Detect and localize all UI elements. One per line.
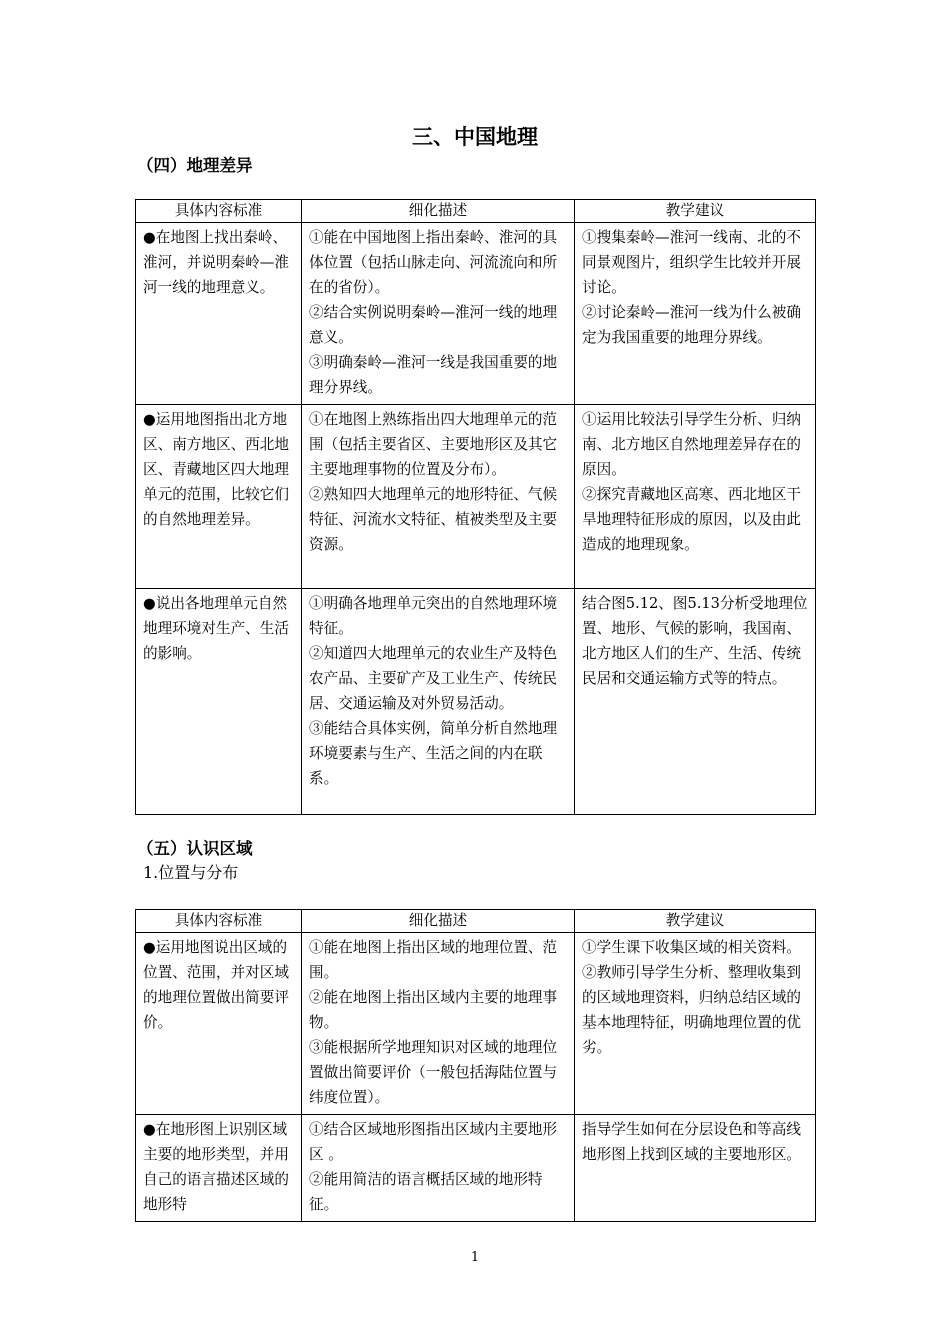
detail-item: ①能在中国地图上指出秦岭、淮河的具体位置（包括山脉走向、河流流向和所在的省份）。	[309, 229, 558, 296]
header-suggestions: 教学建议	[575, 910, 816, 933]
detail-item: ①在地图上熟练指出四大地理单元的范围（包括主要省区、主要地形区及其它主要地理事物的位置及分布）。	[309, 411, 558, 478]
detail-item: ①能在地图上指出区域的地理位置、范围。	[309, 939, 558, 981]
header-details: 细化描述	[302, 910, 575, 933]
standard-cell	[136, 589, 302, 815]
table-header-row	[136, 910, 816, 933]
suggestion-item: ②探究青藏地区高寒、西北地区干旱地理特征形成的原因，以及由此造成的地理现象。	[582, 486, 801, 553]
detail-item: ②能在地图上指出区域内主要的地理事物。	[309, 989, 558, 1031]
suggestion-item: ②教师引导学生分析、整理收集到的区域地理资料，归纳总结区域的基本地理特征，明确地理位置的优劣。	[582, 964, 801, 1056]
page-number: 1	[470, 1250, 480, 1265]
table-row	[136, 405, 816, 589]
standard-text: ●说出各地理单元自然地理环境对生产、生活的影响。	[143, 595, 289, 662]
detail-item: ③明确秦岭—淮河一线是我国重要的地理分界线。	[309, 354, 558, 396]
suggestions-cell	[575, 223, 816, 405]
suggestions-cell	[575, 1115, 816, 1222]
detail-item: ③能结合具体实例，简单分析自然地理环境要素与生产、生活之间的内在联系。	[309, 720, 558, 787]
suggestions-cell	[575, 405, 816, 589]
details-cell	[302, 405, 575, 589]
details-cell	[302, 1115, 575, 1222]
suggestion-item: ①学生课下收集区域的相关资料。	[582, 939, 801, 956]
standard-cell	[136, 223, 302, 405]
standard-cell	[136, 405, 302, 589]
sub-heading-location: 1.位置与分布	[143, 863, 239, 882]
standard-text: ●在地形图上识别区域主要的地形类型，并用自己的语言描述区域的地形特	[143, 1121, 289, 1213]
section-heading-regions: （五）认识区域	[137, 839, 253, 858]
details-cell	[302, 589, 575, 815]
details-cell	[302, 223, 575, 405]
header-details: 细化描述	[302, 200, 575, 223]
suggestion-item: 指导学生如何在分层设色和等高线地形图上找到区域的主要地形区。	[582, 1121, 801, 1163]
page-title: 三、中国地理	[412, 125, 538, 149]
header-suggestions: 教学建议	[575, 200, 816, 223]
table-regions	[135, 909, 816, 1222]
standard-text: ●在地图上找出秦岭、淮河，并说明秦岭—淮河一线的地理意义。	[143, 229, 289, 296]
standard-text: ●运用地图说出区域的位置、范围，并对区域的地理位置做出简要评价。	[143, 939, 289, 1031]
detail-item: ①明确各地理单元突出的自然地理环境特征。	[309, 595, 558, 637]
table-row	[136, 1115, 816, 1222]
detail-item: ②结合实例说明秦岭—淮河一线的地理意义。	[309, 304, 558, 346]
suggestion-item: ②讨论秦岭—淮河一线为什么被确定为我国重要的地理分界线。	[582, 304, 801, 346]
details-cell	[302, 933, 575, 1115]
detail-item: ②熟知四大地理单元的地形特征、气候特征、河流水文特征、植被类型及主要资源。	[309, 486, 558, 553]
detail-item: ③能根据所学地理知识对区域的地理位置做出简要评价（一般包括海陆位置与纬度位置）。	[309, 1039, 558, 1106]
header-standard: 具体内容标准	[136, 910, 302, 933]
header-standard: 具体内容标准	[136, 200, 302, 223]
standard-cell	[136, 933, 302, 1115]
suggestions-cell	[575, 933, 816, 1115]
detail-item: ①结合区域地形图指出区域内主要地形区 。	[309, 1121, 558, 1163]
table-header-row	[136, 200, 816, 223]
detail-item: ②知道四大地理单元的农业生产及特色农产品、主要矿产及工业生产、传统民居、交通运输及对外贸易活动。	[309, 645, 558, 712]
suggestions-cell	[575, 589, 816, 815]
suggestion-item: 结合图5.12、图5.13分析受地理位置、地形、气候的影响，我国南、北方地区人们的生产、生活、传统民居和交通运输方式等的特点。	[582, 595, 808, 687]
table-row	[136, 933, 816, 1115]
standard-text: ●运用地图指出北方地区、南方地区、西北地区、青藏地区四大地理单元的范围，比较它们的自然地理差异。	[143, 411, 289, 528]
standard-cell	[136, 1115, 302, 1222]
suggestion-item: ①搜集秦岭—淮河一线南、北的不同景观图片，组织学生比较并开展讨论。	[582, 229, 801, 296]
detail-item: ②能用简洁的语言概括区域的地形特征。	[309, 1171, 543, 1213]
section-heading-differences: （四）地理差异	[137, 156, 253, 175]
table-geographic-differences	[135, 199, 816, 815]
table-row	[136, 223, 816, 405]
suggestion-item: ①运用比较法引导学生分析、归纳南、北方地区自然地理差异存在的原因。	[582, 411, 801, 478]
table-row	[136, 589, 816, 815]
